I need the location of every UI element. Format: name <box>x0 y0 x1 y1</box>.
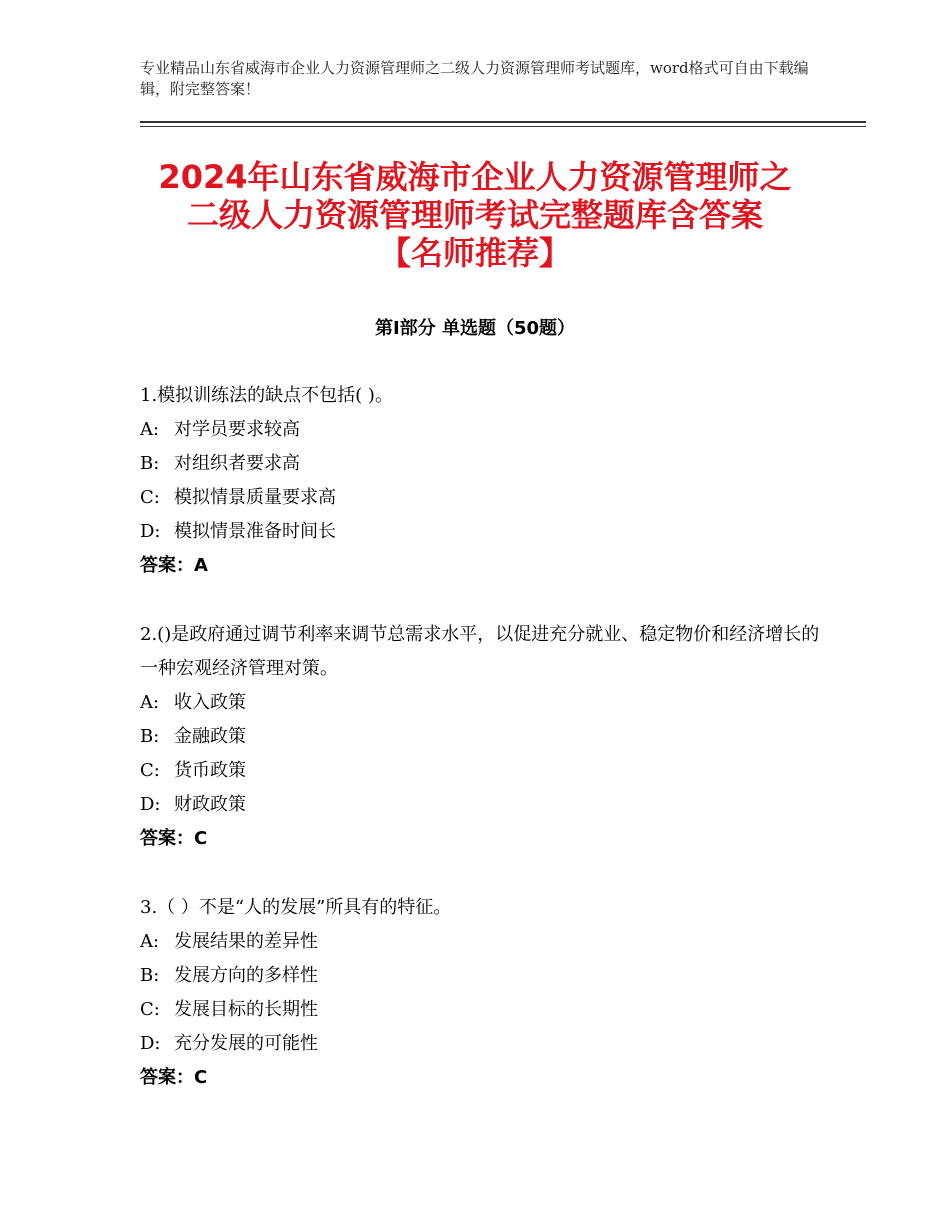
option-text: 货币政策 <box>174 760 246 781</box>
option-text: 发展结果的差异性 <box>174 931 318 952</box>
option-key: A: <box>140 419 160 440</box>
question-3 <box>140 891 830 1095</box>
question-stem: 1.模拟训练法的缺点不包括( )。 <box>140 385 393 406</box>
option-text: 对学员要求较高 <box>174 419 300 440</box>
option-key: A: <box>140 692 160 713</box>
option-c <box>140 481 830 515</box>
option-c <box>140 754 830 788</box>
option-key: C: <box>140 999 160 1020</box>
option-a <box>140 413 830 447</box>
option-key: B: <box>140 453 160 474</box>
option-key: B: <box>140 965 160 986</box>
answer-line: 答案：A <box>140 555 208 576</box>
option-text: 发展目标的长期性 <box>174 999 318 1020</box>
option-a <box>140 686 830 720</box>
option-b <box>140 720 830 754</box>
document-title <box>60 158 890 272</box>
option-text: 财政政策 <box>174 794 246 815</box>
option-c <box>140 993 830 1027</box>
option-text: 金融政策 <box>174 726 246 747</box>
question-1 <box>140 379 830 583</box>
section-heading: 第Ⅰ部分 单选题（50题） <box>374 318 575 339</box>
title-line-1: 2024年山东省威海市企业人力资源管理师之 <box>158 158 792 196</box>
option-d <box>140 515 830 549</box>
option-text: 模拟情景准备时间长 <box>174 521 336 542</box>
header-divider-thick <box>140 121 866 123</box>
option-a <box>140 925 830 959</box>
option-text: 收入政策 <box>174 692 246 713</box>
option-b <box>140 959 830 993</box>
option-key: A: <box>140 931 160 952</box>
option-text: 发展方向的多样性 <box>174 965 318 986</box>
option-b <box>140 447 830 481</box>
header-divider-thin <box>140 126 866 127</box>
option-text: 充分发展的可能性 <box>174 1033 318 1054</box>
title-line-2: 二级人力资源管理师考试完整题库含答案 <box>186 196 763 234</box>
option-text: 对组织者要求高 <box>174 453 300 474</box>
option-text: 模拟情景质量要求高 <box>174 487 336 508</box>
option-d <box>140 788 830 822</box>
question-stem: 3.（ ）不是“人的发展”所具有的特征。 <box>140 897 452 918</box>
option-key: B: <box>140 726 160 747</box>
answer-line: 答案：C <box>140 828 208 849</box>
option-d <box>140 1027 830 1061</box>
answer-line: 答案：C <box>140 1067 208 1088</box>
option-key: C: <box>140 760 160 781</box>
option-key: D: <box>140 521 161 542</box>
title-line-3: 【名师推荐】 <box>378 234 571 272</box>
option-key: D: <box>140 794 161 815</box>
question-stem: 2.()是政府通过调节利率来调节总需求水平，以促进充分就业、稳定物价和经济增长的一种宏观经济管理对策。 <box>140 624 820 679</box>
header-note: 专业精品山东省威海市企业人力资源管理师之二级人力资源管理师考试题库，word格式可自由下载编辑，附完整答案！ <box>140 59 809 98</box>
question-2 <box>140 618 830 856</box>
option-key: D: <box>140 1033 161 1054</box>
option-key: C: <box>140 487 160 508</box>
